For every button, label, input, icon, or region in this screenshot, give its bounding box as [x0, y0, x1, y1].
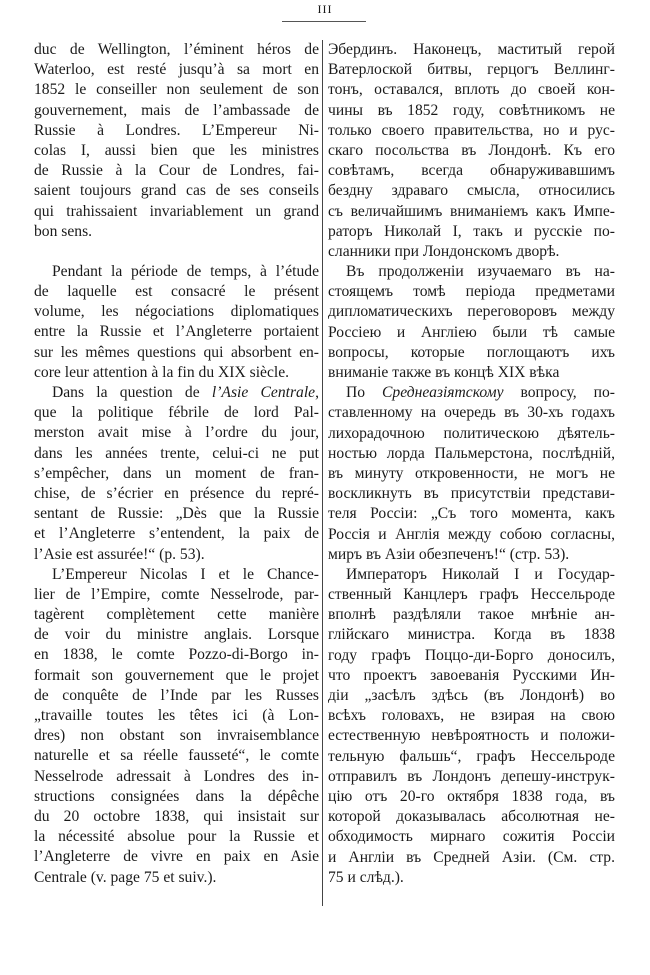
text-line: l’Angleterre de vivre en paix en Asie — [34, 848, 319, 866]
text-line: ностью лорда Пальмерстона, послѣдній, — [328, 444, 615, 462]
text-line: вполнѣ раздѣляли такое мнѣніе ан- — [328, 606, 615, 624]
text-line: лихорадочною политическою дѣятель- — [328, 424, 615, 442]
text-line: du 20 octobre 1838, qui insistait sur — [34, 807, 319, 825]
text-line: бездну здраваго смысла, относились — [328, 182, 615, 200]
text-line: s’empêcher, dans un moment de fran- — [34, 464, 319, 482]
text-line: de Russie à la Cour de Londres, fai- — [34, 162, 319, 180]
text-line: воскликнуть въ присутствіи представи- — [328, 485, 615, 503]
paragraph — [34, 262, 319, 383]
paragraph — [328, 40, 615, 262]
column-divider — [322, 40, 323, 906]
text-line: core leur attention à la fin du XIX siècle. — [34, 363, 290, 381]
text-line: въ минуту откровенности, не могъ не — [328, 464, 615, 482]
text-line: formait son gouvernement que le projet — [34, 666, 319, 684]
text-line: Россіею и Англіею были тѣ самые — [328, 323, 615, 341]
text-line: что проектъ завоеванія Русскими Ин- — [328, 666, 615, 684]
paragraph — [328, 383, 615, 565]
paragraph — [328, 262, 615, 383]
text-line: и Англіи въ Средней Азіи. (См. стр. — [328, 848, 615, 866]
text-line: 75 и слѣд.). — [328, 868, 404, 886]
text-line: gouvernement, mais de l’ambassade de — [34, 101, 319, 119]
french-column — [34, 40, 319, 888]
russian-column — [328, 40, 615, 888]
text-line: entre la Russie et l’Angleterre portaient — [34, 323, 319, 341]
text-line: en 1838, le comte Pozzo-di-Borgo in- — [34, 646, 319, 664]
text-line: duc de Wellington, l’éminent héros de — [34, 41, 319, 58]
text-line: saient toujours grand cas de ses conseils — [34, 182, 319, 200]
text-line: Centrale (v. page 75 et suiv.). — [34, 868, 217, 886]
text-line: тонъ, оставался, вплоть до своей кон- — [328, 81, 615, 99]
text-line: lier de l’Empire, comte Nesselrode, par- — [34, 585, 319, 603]
text-line: Эбердинъ. Наконецъ, маститый герой — [328, 41, 615, 58]
text-line: et l’Angleterre s’entendent, la paix de — [34, 525, 319, 543]
text-line: которой доказывалась абсолютная не- — [328, 808, 615, 826]
text-line: tagèrent complètement cette manière — [34, 606, 319, 624]
paragraph — [34, 383, 319, 565]
text-line: только своего правительства, но и рус- — [328, 121, 615, 139]
italic-term: l’Asie Centrale — [211, 384, 316, 401]
text-line: qui trahissaient invariablement un grand — [34, 202, 319, 220]
text-line: теля Россіи: „Съ того момента, какъ — [328, 505, 615, 523]
text-line: съ величайшимъ вниманіемъ какъ Импе- — [328, 202, 615, 220]
text-line: de voir du ministre anglais. Lorsque — [34, 626, 319, 644]
text-line: „travaille toutes les têtes ici (à Lon- — [34, 707, 319, 724]
text-line: Императоръ Николай I и Государ- — [346, 565, 615, 583]
text-line: de conquête de l’Inde par les Russes — [34, 686, 319, 704]
text-line: dres) non obstant son invraisemblance — [34, 727, 319, 745]
text-line: діи „засѣлъ здѣсь (въ Лондонѣ) во — [328, 687, 615, 704]
text-line: chise, de s’écrier en présence du repré- — [34, 484, 319, 502]
paragraph — [328, 565, 615, 888]
text-line: тельную фальшь“, графъ Нессельроде — [328, 747, 615, 765]
text-line: скаго посольства въ Лондонѣ. Къ его — [328, 141, 615, 159]
text-line: Russie à Londres. L’Empereur Ni- — [34, 121, 319, 139]
text-line: bon sens. — [34, 222, 93, 240]
text-line: дипломатическихъ переговоровъ между — [328, 303, 615, 321]
text-line: Въ продолженіи изучаемаго въ на- — [346, 263, 615, 281]
text-line: глійскаго министра. Когда въ 1838 — [328, 626, 615, 644]
text-line: L’Empereur Nicolas I et le Chance- — [52, 565, 319, 583]
text-line: que la politique fébrile de lord Pal- — [34, 404, 319, 422]
text-line: merston avait mise à l’ordre du jour, — [34, 424, 319, 442]
text-line: сланники при Лондонскомъ дворѣ. — [328, 242, 560, 260]
text-line: sentant de Russie: „Dès que la Russie — [34, 505, 319, 523]
text-line: ставленному на очередь въ 30-хъ годахъ — [328, 404, 615, 422]
text-line: Ватерлоской битвы, герцогъ Веллинг- — [328, 61, 615, 79]
text-line: 1852 le conseiller non seulement de son — [34, 81, 319, 99]
text-line: совѣтамъ, всегда обнаруживавшимъ — [328, 162, 615, 180]
text-line: Dans la question de l’Asie Centrale, — [52, 384, 319, 401]
text-line: всѣхъ головахъ, не взирая на свою — [328, 707, 615, 725]
paragraph — [34, 565, 319, 888]
text-line: Pendant la période de temps, à l’étude — [52, 262, 319, 280]
text-line: ственный Канцлеръ графъ Нессельроде — [328, 586, 615, 604]
text-line: l’Asie est assurée!“ (p. 53). — [34, 545, 205, 563]
italic-term: Среднеазіятскому — [382, 384, 504, 402]
header-rule — [282, 21, 366, 22]
text-line: миръ въ Азіи обезпеченъ!“ (стр. 53). — [328, 545, 570, 563]
text-line: естественную невѣроятность и положи- — [328, 727, 615, 745]
text-line: sur les mêmes questions qui absorbent en- — [34, 343, 319, 361]
text-line: colas I, aussi bien que les ministres — [34, 141, 319, 159]
text-line: dans les années trente, celui-ci ne put — [34, 444, 319, 462]
paragraph — [34, 40, 319, 242]
text-line: цію отъ 20-го октября 1838 года, въ — [328, 787, 615, 805]
text-line: По Среднеазіятскому вопросу, по- — [346, 384, 615, 402]
text-line: de laquelle est consacré le présent — [34, 283, 319, 301]
text-line: чины въ 1852 году, совѣтникомъ не — [328, 101, 615, 119]
text-line: Россія и Англія между собою согласны, — [328, 525, 615, 543]
text-line: стоящемъ томѣ періода предметами — [328, 283, 615, 301]
text-line: отправилъ въ Лондонъ депешу-инструк- — [328, 767, 615, 785]
text-line: Waterloo, est resté jusqu’à sa mort en — [34, 61, 319, 79]
text-line: naturelle et sa réelle fausseté“, le comte — [34, 747, 319, 765]
text-line: раторъ Николай I, такъ и русскіе по- — [328, 222, 615, 240]
text-line: вниманіе также въ концѣ XIX вѣка — [328, 364, 560, 381]
text-line: вопросы, которые поглощаютъ ихъ — [328, 343, 615, 361]
text-line: году графъ Поццо-ди-Борго доносилъ, — [328, 646, 615, 664]
text-line: structions consignées dans la dépêche — [34, 787, 319, 805]
text-line: la nécessité absolue pour la Russie et — [34, 828, 319, 846]
text-line: обходимость мирнаго сожитія Россіи — [328, 828, 615, 846]
text-line: volume, les négociations diplomatiques — [34, 303, 319, 321]
page-number: III — [317, 2, 333, 16]
text-line: Nesselrode adressait à Londres des in- — [34, 767, 319, 785]
